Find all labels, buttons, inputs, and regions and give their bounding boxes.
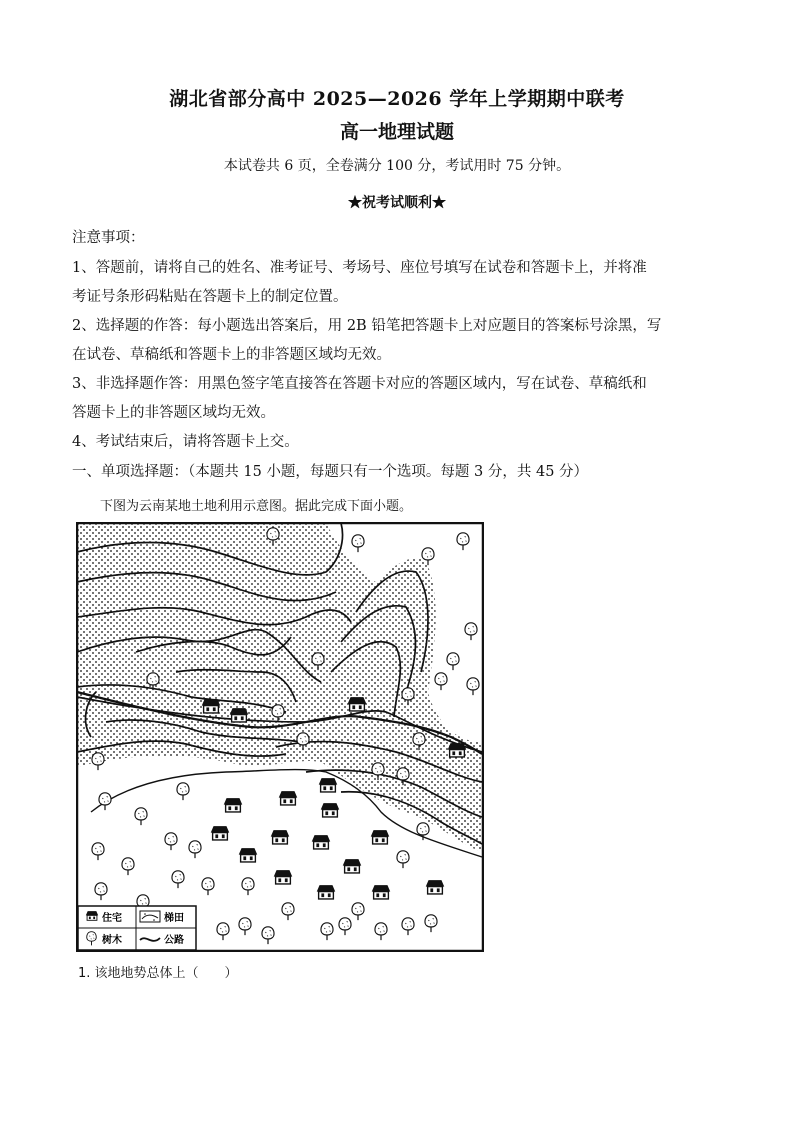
legend-road-label: 公路	[164, 935, 184, 946]
notes-heading: 注意事项：	[72, 230, 145, 246]
section-heading: 一、单项选择题：（本题共 15 小题，每题只有一个选项。每题 3 分，共 45 分）	[72, 464, 589, 480]
exam-subtitle: 高一地理试题	[339, 121, 454, 143]
legend-terrace-label: 梯田	[164, 913, 184, 924]
note-line: 考证号条形码粘贴在答题卡上的制定位置。	[72, 289, 348, 305]
land-use-map	[76, 522, 484, 952]
note-line: 答题卡上的非答题区域均无效。	[72, 405, 275, 421]
exam-title: 湖北省部分高中 2025—2026 学年上学期期中联考	[169, 88, 625, 110]
exam-info: 本试卷共 6 页，全卷满分 100 分，考试用时 75 分钟。	[223, 158, 571, 174]
note-line: 4、考试结束后，请将答题卡上交。	[72, 434, 299, 450]
legend-house-label: 住宅	[102, 913, 122, 924]
note-line: 在试卷、草稿纸和答题卡上的非答题区域均无效。	[72, 347, 391, 363]
note-line: 3、非选择题作答：用黑色签字笔直接答在答题卡对应的答题区域内，写在试卷、草稿纸和	[72, 376, 647, 392]
note-line: 2、选择题的作答：每小题选出答案后，用 2B 铅笔把答题卡上对应题目的答案标号涂黑，写	[72, 318, 662, 334]
note-line: 1、答题前，请将自己的姓名、准考证号、考场号、座位号填写在试卷和答题卡上，并将准	[72, 260, 647, 276]
question-1: 1. 该地地势总体上（ ）	[78, 966, 238, 981]
figure-intro: 下图为云南某地土地利用示意图。据此完成下面小题。	[100, 499, 413, 514]
house-icon	[86, 911, 98, 920]
terrace-icon	[140, 911, 160, 922]
legend-tree-label: 树木	[102, 935, 122, 946]
exam-wish: ★祝考试顺利★	[348, 195, 446, 211]
map-legend	[78, 906, 196, 950]
